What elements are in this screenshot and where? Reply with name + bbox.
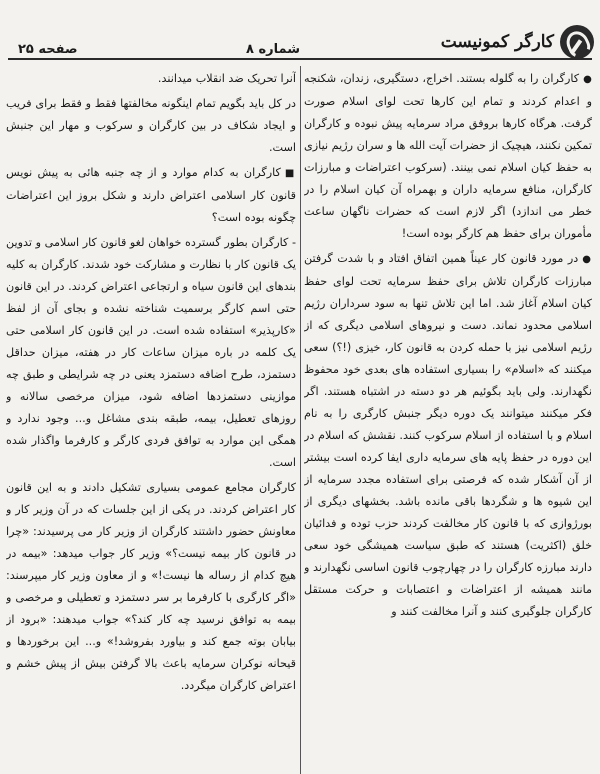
column-divider	[300, 66, 301, 774]
paragraph: - کارگران بطور گسترده خواهان لغو قانون کار اسلامی و تدوین یک قانون کار با نظارت و مشارکت خود شدند. کارگران به کلیه بندهای این قانون سیاه و ارتجاعی اعتراض کردند. در این قانون حتی اسم کارگر برسمیت شناخته نشده و بجای آن از لفظ «کارپذیر» استفاده شده است. در این قانون کار اسلامی حتی یک کلمه در باره میزان ساعات کار در هفته، میزان حداقل دستمزد، طرح اضافه دستمزد یعنی در چه شرایطی و طبق چه موازینی دستمزدها اضافه شود، میزان مرخصی سالانه و روزهای تعطیل، بیمه، طبقه بندی مشاغل و... وجود ندارد و همگی این موارد به توافق فردی کارگر و کارفرما واگذار شده است.	[6, 236, 296, 469]
header-rule	[8, 58, 592, 60]
paragraph: ● کارگران را به گلوله بستند. اخراج، دستگیری، زندان، شکنجه و اعدام کردند و تمام این کارها تحت لوای اسلام صورت گرفت. هرگاه کارها بروفق مراد سرمایه پیش نبوده و کارگران تمکین نکنند، هیچیک از حضرات آیت الله ها و سران رژیم نیازی به حفظ کیان اسلام نمی بینند. (سرکوب اعتراضات و مبارزات کارگران، منافع سرمایه داران و بهمراه آن کیان اسلام را در خطر می اندازد) اگر لازم است که حضرات ناگهان ساعت مأموران برای حفظ هم کارگر بوده است!	[304, 68, 592, 245]
right-column	[304, 68, 592, 770]
hammer-sickle-logo-icon	[560, 25, 594, 59]
page-number: صفحه ۲۵	[18, 42, 78, 57]
paragraph: کارگران مجامع عمومی بسیاری تشکیل دادند و به این قانون کار اعتراض کردند. در یکی از این جلسات که در آن وزیر کار و معاونش حضور داشتند کارگران از وزیر کار می پرسیدند: «چرا در قانون کار بیمه نیست؟» وزیر کار جواب میدهد: «بیمه در هیچ کدام از رساله ها نیست!» و از معاون وزیر کار میپرسند: «اگر کارگری با کارفرما بر سر دستمزد و تعطیلی و مرخصی و بیمه به توافق نرسید چه کار کند؟» جواب میدهند: «برود از بیابان بوته جمع کند و بیاورد بفروشد!» و... این برخوردها و قیحانه نوکران سرمایه باعث بالا گرفتن بیش از پیش خشم و اعتراض کارگران میگردد.	[6, 481, 296, 692]
interview-question: ■ کارگران به کدام موارد و از چه جنبه هائی به پیش نویس قانون کار اسلامی اعتراض دارند و شکل بروز این اعتراضات چگونه بوده است؟	[6, 162, 296, 229]
paragraph: در کل باید بگویم تمام اینگونه مخالفتها فقط و فقط برای فریب و ایجاد شکاف در بین کارگران و سرکوب و مهار این جنبش است.	[6, 97, 296, 154]
paragraph: آنرا تحریک ضد انقلاب میدانند.	[157, 72, 296, 85]
masthead	[441, 22, 594, 62]
left-column	[6, 68, 296, 770]
masthead-title: کارگر کمونیست	[440, 32, 554, 52]
issue-number: شماره ۸	[246, 42, 301, 57]
paragraph: ● در مورد قانون کار عیناً همین اتفاق افتاد و با شدت گرفتن مبارزات کارگران تلاش برای حفظ سرمایه تحت لوای حفظ کیان اسلام آغاز شد. اما این تلاش تنها به سود سرداران رژیم اسلامی محدود نماند. دست و نیروهای اسلامی دیگری که از رژیم اسلامی نیز با حمله کردن به قانون کار، خیزی (!؟) سعی میکنند که «اسلام» را بسیاری استفاده های بعدی خود محفوظ نگهدارند. ولی باید بگوئیم هر دو دسته در اشتباه هستند. اگر فکر میکنند میتوانند یک دوره دیگر جنبش کارگری را به نام اسلام و با استفاده از اسلام سرکوب کنند. نقشش که اسلام در این دوره در حفظ پایه های سرمایه داری ایفا کرده است بیشتر از آن آشکار شده که فرصتی برای استفاده مجدد سرمایه از این شیوه ها و شگردها باقی مانده باشد. بخشهای دیگری از بورژوازی که با قانون کار مخالفت کردند حزب توده و فدائیان خلق (اکثریت) هستند که طبق سیاست همیشگی خود سعی دارند مبارزه کارگران را در چهارچوب قانون اساسی نگهدارند و مانند همیشه از اعتراضات و اعتصابات و حرکت مستقل کارگران جلوگیری کنند و آنرا مخالفت کنند و	[304, 248, 592, 623]
